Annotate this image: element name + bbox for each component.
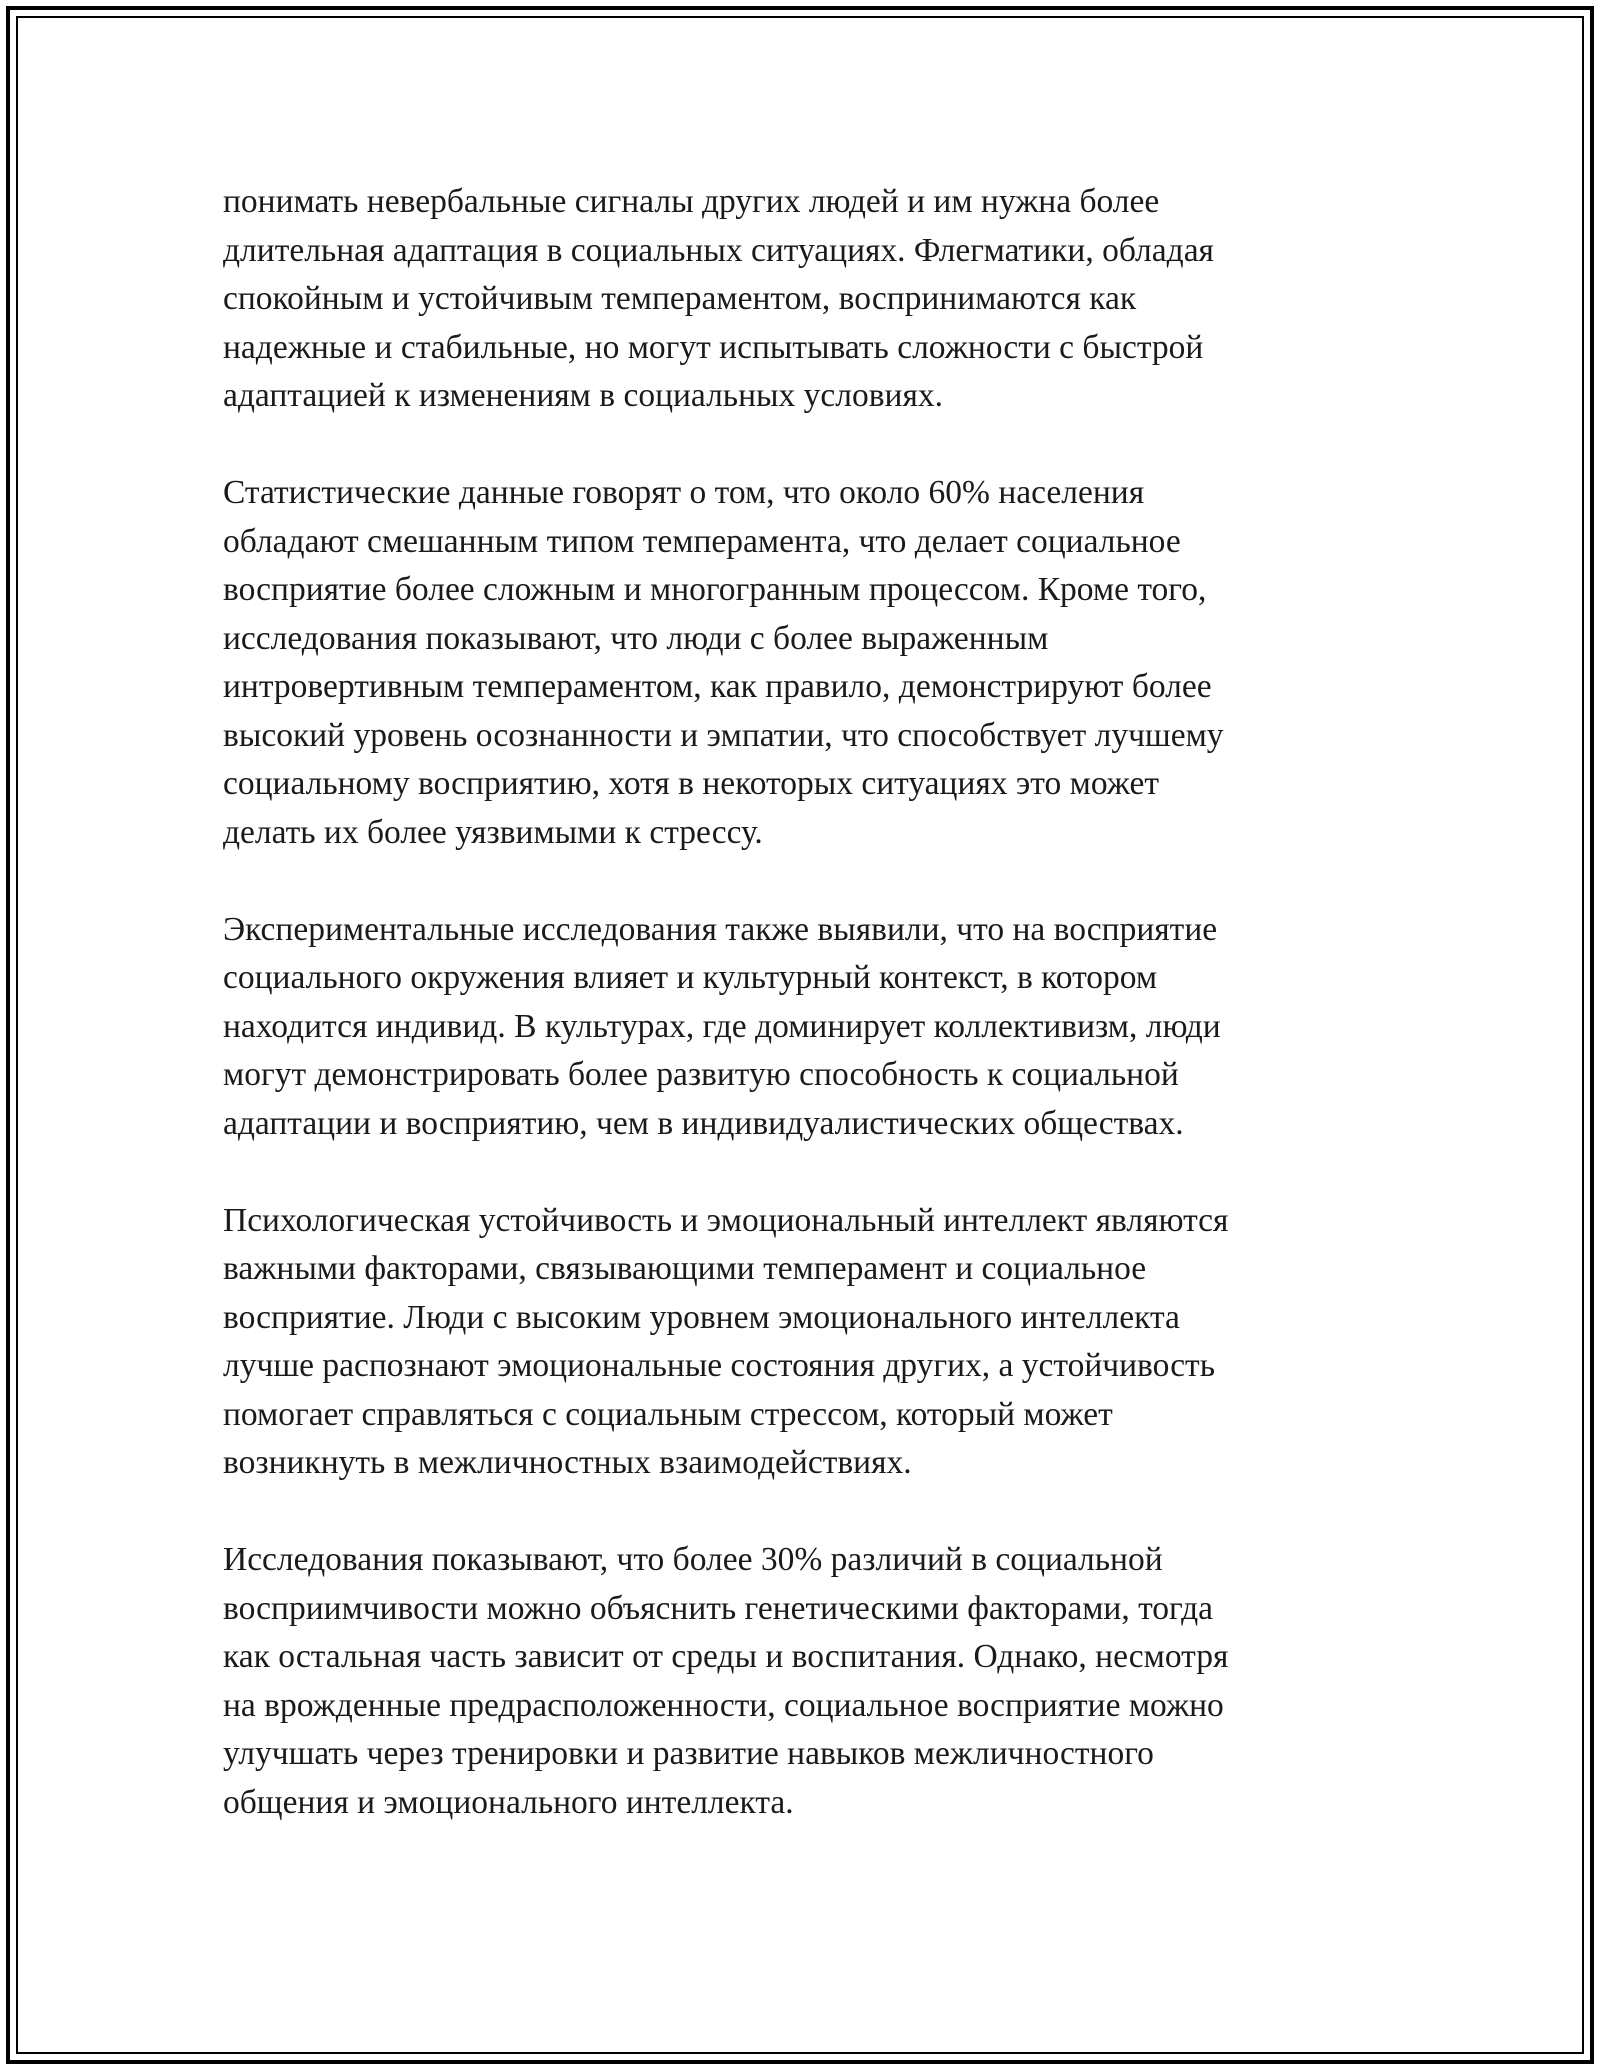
text-line: исследования показывают, что люди с более выраженным [223, 619, 1049, 657]
paragraph-1 [223, 178, 1363, 421]
text-line: высокий уровень осознанности и эмпатии, что способствует лучшему [223, 716, 1224, 754]
paragraph-4 [223, 1197, 1363, 1488]
text-line: лучше распознают эмоциональные состояния других, а устойчивость [223, 1347, 1215, 1384]
text-line: восприятие более сложным и многогранным процессом. Кроме того, [223, 571, 1207, 608]
text-line: могут демонстрировать более развитую способность к социальной [223, 1056, 1179, 1093]
text-line: помогает справляться с социальным стрессом, который может [223, 1395, 1113, 1433]
text-line: Статистические данные говорят о том, что около 60% населения [223, 474, 1145, 511]
text-line: как остальная часть зависит от среды и воспитания. Однако, несмотря [223, 1638, 1229, 1675]
text-line: адаптации и восприятию, чем в индивидуалистических обществах. [223, 1104, 1184, 1142]
paragraph-2 [223, 469, 1363, 857]
text-line: Психологическая устойчивость и эмоциональный интеллект являются [223, 1201, 1229, 1239]
document-body [223, 178, 1363, 1876]
text-line: Исследования показывают, что более 30% различий в социальной [223, 1541, 1163, 1578]
text-line: важными факторами, связывающими темперамент и социальное [223, 1250, 1147, 1287]
text-line: восприимчивости можно объяснить генетическими факторами, тогда [223, 1589, 1214, 1627]
text-line: возникнуть в межличностных взаимодействиях. [223, 1444, 912, 1481]
text-line: находится индивид. В культурах, где доминирует коллективизм, люди [223, 1007, 1221, 1045]
text-line: социальному восприятию, хотя в некоторых ситуациях это может [223, 765, 1159, 802]
paragraph-5 [223, 1536, 1363, 1827]
text-line: улучшать через тренировки и развитие навыков межличностного [223, 1735, 1154, 1772]
text-line: длительная адаптация в социальных ситуациях. Флегматики, обладая [223, 231, 1214, 269]
text-line: делать их более уязвимыми к стрессу. [223, 813, 763, 851]
text-line: адаптацией к изменениям в социальных условиях. [223, 377, 944, 414]
text-line: социального окружения влияет и культурный контекст, в котором [223, 959, 1158, 996]
text-line: обладают смешанным типом темперамента, что делает социальное [223, 522, 1181, 560]
text-line: общения и эмоционального интеллекта. [223, 1783, 794, 1821]
paragraph-3 [223, 906, 1363, 1149]
text-line: спокойным и устойчивым темпераментом, воспринимаются как [223, 280, 1137, 317]
text-line: восприятие. Люди с высоким уровнем эмоционального интеллекта [223, 1298, 1180, 1336]
text-line: на врожденные предрасположенности, социальное восприятие можно [223, 1686, 1224, 1724]
text-line: надежные и стабильные, но могут испытывать сложности с быстрой [223, 328, 1204, 366]
text-line: интровертивным темпераментом, как правило, демонстрируют более [223, 668, 1212, 705]
text-line: понимать невербальные сигналы других людей и им нужна более [223, 183, 1160, 220]
text-line: Экспериментальные исследования также выявили, что на восприятие [223, 910, 1218, 948]
